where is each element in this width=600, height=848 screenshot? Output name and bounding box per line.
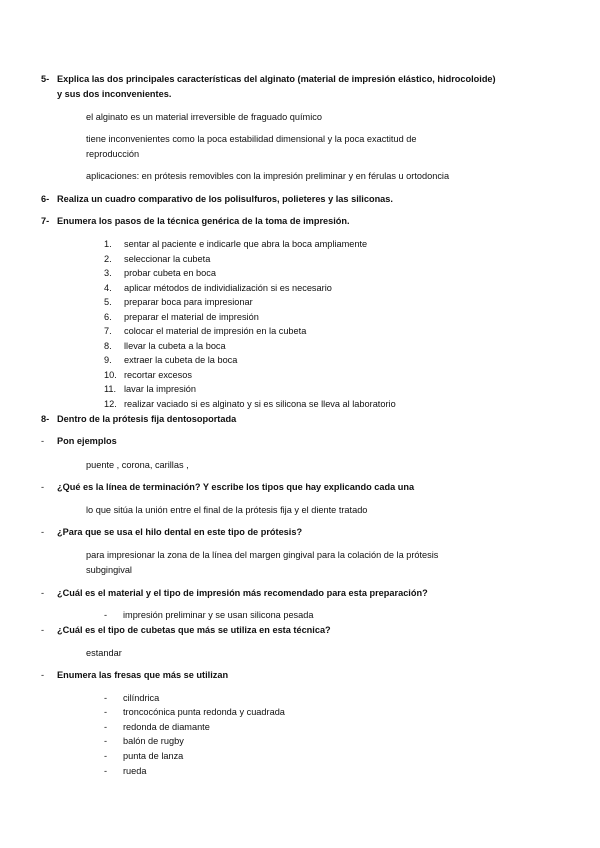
q6-title: Realiza un cuadro comparativo de los polisulfuros, polieteres y las siliconas. bbox=[57, 194, 393, 204]
step-number: 1. bbox=[104, 239, 112, 249]
q8-sub3-title: ¿Para que se usa el hilo dental en este tipo de prótesis? bbox=[57, 527, 303, 537]
step-text: seleccionar la cubeta bbox=[124, 254, 211, 264]
q7-step bbox=[104, 253, 210, 265]
step-number: 5. bbox=[104, 297, 112, 307]
dash-bullet: - bbox=[41, 670, 45, 680]
dash-bullet: - bbox=[41, 588, 45, 598]
q8-title: Dentro de la prótesis fija dentosoportada bbox=[57, 414, 237, 424]
step-text: extraer la cubeta de la boca bbox=[124, 355, 238, 365]
step-number: 11. bbox=[104, 384, 117, 394]
q5-title-line1: Explica las dos principales características del alginato (material de impresión elástico, hidrocoloide) bbox=[57, 74, 496, 84]
q8-sub2-answer: lo que sitúa la unión entre el final de la prótesis fija y el diente tratado bbox=[86, 505, 368, 515]
q7-step bbox=[104, 340, 226, 352]
list-item: balón de rugby bbox=[123, 736, 184, 746]
q7-step bbox=[104, 325, 306, 337]
step-text: probar cubeta en boca bbox=[124, 268, 216, 278]
list-item: punta de lanza bbox=[123, 751, 184, 761]
q6-number: 6- bbox=[41, 194, 50, 204]
step-text: realizar vaciado si es alginato y si es silicona se lleva al laboratorio bbox=[124, 399, 396, 409]
q7-title: Enumera los pasos de la técnica genérica de la toma de impresión. bbox=[57, 216, 350, 226]
dash-bullet: - bbox=[41, 436, 45, 446]
q7-step bbox=[104, 369, 192, 381]
q8-sub1-answer: puente , corona, carillas , bbox=[86, 460, 189, 470]
dash-bullet: - bbox=[104, 751, 108, 761]
q8-sub1-title: Pon ejemplos bbox=[57, 436, 117, 446]
list-item: rueda bbox=[123, 766, 147, 776]
list-item: troncocónica punta redonda y cuadrada bbox=[123, 707, 285, 717]
dash-bullet: - bbox=[104, 610, 108, 620]
q7-step bbox=[104, 238, 367, 250]
step-text: preparar boca para impresionar bbox=[124, 297, 253, 307]
q8-sub3-answer-line1: para impresionar la zona de la línea del margen gingival para la colación de la prótesis bbox=[86, 550, 439, 560]
step-number: 7. bbox=[104, 326, 112, 336]
step-number: 12. bbox=[104, 399, 117, 409]
q7-step bbox=[104, 282, 332, 294]
step-text: lavar la impresión bbox=[124, 384, 196, 394]
q5-answer-4: aplicaciones: en prótesis removibles con la impresión preliminar y en férulas u ortodoncia bbox=[86, 171, 450, 181]
q5-title-line2: y sus dos inconvenientes. bbox=[57, 89, 172, 99]
q7-step bbox=[104, 398, 396, 410]
q8-sub6-title: Enumera las fresas que más se utilizan bbox=[57, 670, 229, 680]
step-text: sentar al paciente e indicarle que abra la boca ampliamente bbox=[124, 239, 368, 249]
step-text: llevar la cubeta a la boca bbox=[124, 341, 226, 351]
step-number: 4. bbox=[104, 283, 112, 293]
dash-bullet: - bbox=[104, 766, 108, 776]
step-number: 6. bbox=[104, 312, 112, 322]
step-text: aplicar métodos de individialización si es necesario bbox=[124, 283, 332, 293]
step-text: colocar el material de impresión en la cubeta bbox=[124, 326, 307, 336]
dash-bullet: - bbox=[41, 527, 45, 537]
dash-bullet: - bbox=[41, 625, 45, 635]
step-number: 10. bbox=[104, 370, 117, 380]
q8-sub3-answer-line2: subgingival bbox=[86, 565, 132, 575]
q8-number: 8- bbox=[41, 414, 50, 424]
q5-number: 5- bbox=[41, 74, 50, 84]
dash-bullet: - bbox=[104, 722, 108, 732]
q8-sub4-answer: impresión preliminar y se usan silicona pesada bbox=[123, 610, 314, 620]
q8-sub4-title: ¿Cuál es el material y el tipo de impresión más recomendado para esta preparación? bbox=[57, 588, 428, 598]
step-text: preparar el material de impresión bbox=[124, 312, 259, 322]
dash-bullet: - bbox=[104, 707, 108, 717]
step-number: 2. bbox=[104, 254, 112, 264]
q8-sub5-answer: estandar bbox=[86, 648, 122, 658]
dash-bullet: - bbox=[104, 736, 108, 746]
q7-step bbox=[104, 296, 253, 308]
q5-answer-2: tiene inconvenientes como la poca estabilidad dimensional y la poca exactitud de bbox=[86, 134, 417, 144]
dash-bullet: - bbox=[104, 693, 108, 703]
q7-step bbox=[104, 383, 196, 395]
list-item: redonda de diamante bbox=[123, 722, 210, 732]
q7-step bbox=[104, 354, 237, 366]
step-number: 9. bbox=[104, 355, 112, 365]
list-item: cilíndrica bbox=[123, 693, 160, 703]
q7-number: 7- bbox=[41, 216, 50, 226]
step-text: recortar excesos bbox=[124, 370, 192, 380]
q8-sub2-title: ¿Qué es la línea de terminación? Y escribe los tipos que hay explicando cada una bbox=[57, 482, 415, 492]
step-number: 8. bbox=[104, 341, 112, 351]
q7-step bbox=[104, 267, 216, 279]
q7-step bbox=[104, 311, 259, 323]
q5-answer-1: el alginato es un material irreversible de fraguado químico bbox=[86, 112, 322, 122]
step-number: 3. bbox=[104, 268, 112, 278]
q8-sub5-title: ¿Cuál es el tipo de cubetas que más se utiliza en esta técnica? bbox=[57, 625, 331, 635]
dash-bullet: - bbox=[41, 482, 45, 492]
q5-answer-3: reproducción bbox=[86, 149, 140, 159]
